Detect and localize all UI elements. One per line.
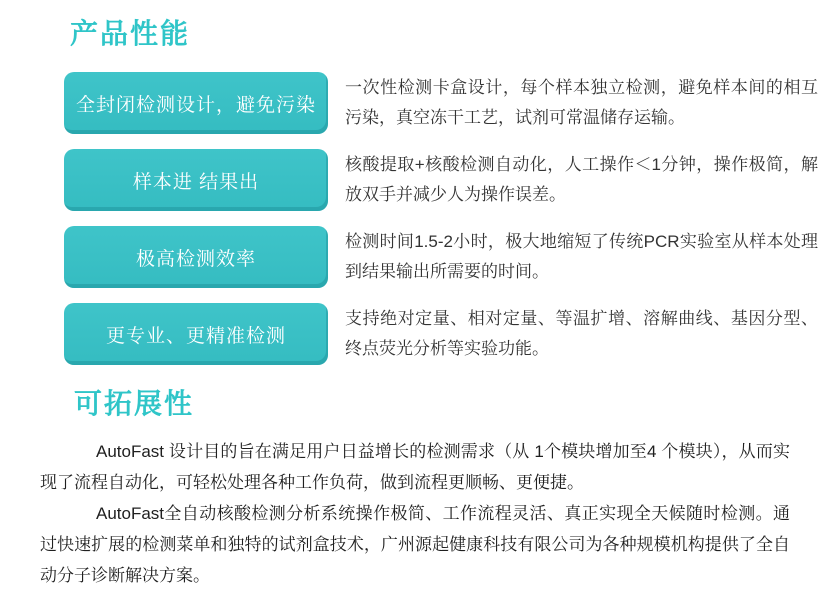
feature-description-sample-in-result-out: 核酸提取+核酸检测自动化，人工操作＜1分钟，操作极简，解放双手并减少人为操作误差。 xyxy=(345,155,818,204)
feature-row-precise-detection xyxy=(64,303,818,365)
expandability-paragraph-1: AutoFast 设计目的旨在满足用户日益增长的检测需求（从 1个模块增加至4 个模块），从而实现了流程自动化，可轻松处理各种工作负荷，做到流程更顺畅、更便捷。 xyxy=(40,442,790,492)
feature-row-sample-in-result-out xyxy=(64,149,818,211)
feature-label-sample-in-result-out: 样本进 结果出 xyxy=(64,149,328,211)
expandability-text xyxy=(40,436,790,591)
feature-row-high-efficiency xyxy=(64,226,818,288)
feature-label-sealed-design: 全封闭检测设计，避免污染 xyxy=(64,72,328,134)
feature-row-sealed-design xyxy=(64,72,818,134)
feature-label-precise-detection: 更专业、更精准检测 xyxy=(64,303,328,365)
section-title-expandability: 可拓展性 xyxy=(74,389,195,420)
expandability-paragraph-2: AutoFast全自动核酸检测分析系统操作极简、工作流程灵活、真正实现全天候随时检测。通过快速扩展的检测菜单和独特的试剂盒技术，广州源起健康科技有限公司为各种规模机构提供了全自动分子诊断解决方案。 xyxy=(40,504,790,585)
section-title-performance: 产品性能 xyxy=(70,19,191,50)
feature-description-high-efficiency: 检测时间1.5-2小时，极大地缩短了传统PCR实验室从样本处理到结果输出所需要的时间。 xyxy=(345,232,818,281)
feature-label-high-efficiency: 极高检测效率 xyxy=(64,226,328,288)
feature-description-precise-detection: 支持绝对定量、相对定量、等温扩增、溶解曲线、基因分型、终点荧光分析等实验功能。 xyxy=(345,309,818,358)
feature-description-sealed-design: 一次性检测卡盒设计，每个样本独立检测，避免样本间的相互污染，真空冻干工艺，试剂可常温储存运输。 xyxy=(345,78,818,127)
feature-list xyxy=(64,72,818,365)
